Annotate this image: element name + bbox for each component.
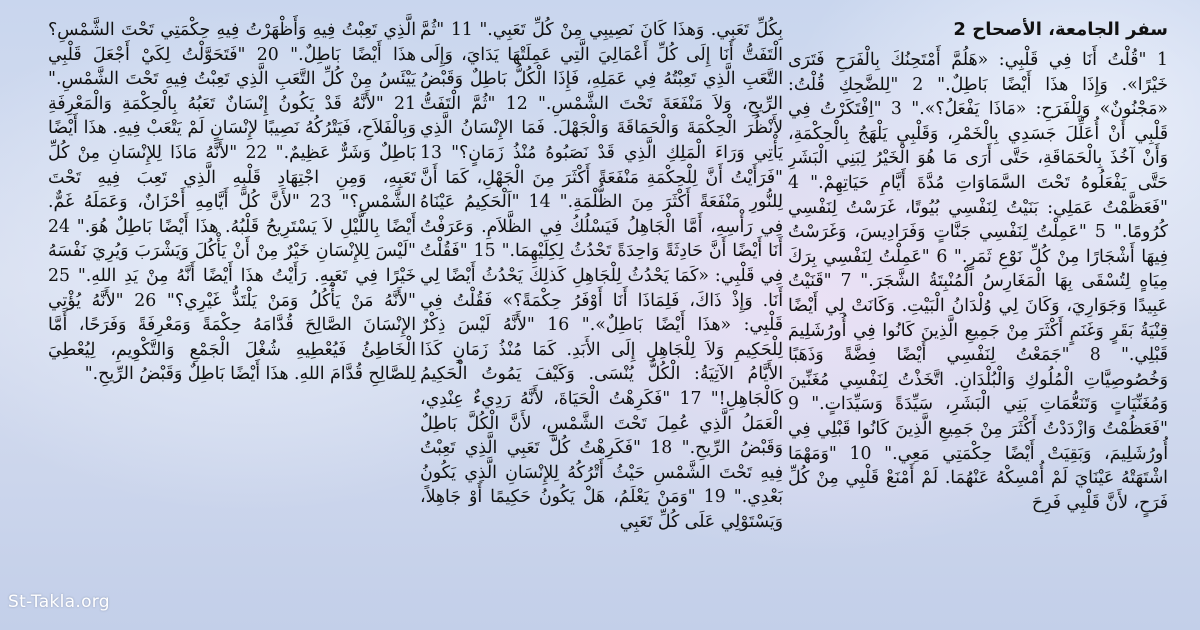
watermark-logo: St-Takla.org (8, 592, 110, 612)
chapter-title: سفر الجامعة، الأصحاح 2 (953, 19, 1168, 40)
text-column-middle (420, 6, 783, 624)
verses-1-10: 1 "قُلْتُ أَنَا فِي قَلْبِي: «هَلُمَّ أَمْتَحِنُكَ بِالْفَرَحِ فَتَرَى خَيْرًا». وَإِذَا هذَا أَيْضًا بَاطِلٌ." 2 "لِلضَّحِكِ قُلْتُ: «مَجْنُونٌ» وَلِلْفَرَحِ: «مَاذَا يَفْعَلُ؟»." 3 "اِفْتَكَرْتُ فِي قَلْبِي أَنْ أُعَلِّلَ جَسَدِي بِالْخَمْرِ، وَقَلْبِي يَلْهَجُ بِالْحِكْمَةِ، وَأَنْ آخُذَ بِالْحَمَاقَةِ، حَتَّى أَرَى مَا هُوَ الْخَيْرُ لِبَنِي الْبَشَرِ حَتَّى يَفْعَلُوهُ تَحْتَ السَّمَاوَاتِ مُدَّةَ أَيَّامِ حَيَاتِهِمْ." 4 "فَعَظَّمْتُ عَمَلِي: بَنَيْتُ لِنَفْسِي بُيُوتًا، غَرَسْتُ لِنَفْسِي كُرُومًا." 5 "عَمِلْتُ لِنَفْسِي جَنَّاتٍ وَفَرَادِيسَ، وَغَرَسْتُ فِيهَا أَشْجَارًا مِنْ كُلِّ نَوْعِ ثَمَرٍ." 6 "عَمِلْتُ لِنَفْسِي بِرَكَ مِيَاهٍ لِتُسْقَى بِهَا الْمَغَارِسُ الْمُنْبِتَةُ الشَّجَرَ." 7 "قَنَيْتُ عَبِيدًا وَجَوَارِيَ، وَكَانَ لِي وُلْدَانُ الْبَيْتِ. وَكَانَتْ لِي أَيْضًا قِنْيَةُ بَقَرٍ وَغَنَمٍ أَكْثَرَ مِنْ جَمِيعِ الَّذِينَ كَانُوا فِي أُورُشَلِيمَ قَبْلِي." 8 "جَمَعْتُ لِنَفْسِي أَيْضًا فِضَّةً وَذَهَبًا وَخُصُوصِيَّاتِ الْمُلُوكِ وَالْبُلْدَانِ. اتَّخَذْتُ لِنَفْسِي مُغَنِّينَ وَمُغَنِّيَاتٍ وَتَنَعُّمَاتِ بَنِي الْبَشَرِ، سَيِّدَةً وَسَيِّدَاتٍ." 9 "فَعَظُمْتُ وَازْدَدْتُ أَكْثَرَ مِنْ جَمِيعِ الَّذِينَ كَانُوا قَبْلِي فِي أُورُشَلِيمَ، وَبَقِيَتْ أَيْضًا حِكْمَتِي مَعِي." 10 "وَمَهْمَا اشْتَهَتْهُ عَيْنَايَ لَمْ أُمْسِكْهُ عَنْهُمَا. لَمْ أَمْنَعْ قَلْبِي مِنْ كُلِّ فَرَحٍ، لأَنَّ قَلْبِي فَرِحَ (788, 50, 1168, 513)
verses-10-19: بِكُلِّ تَعَبِي. وَهذَا كَانَ نَصِيبِي مِنْ كُلِّ تَعَبِي." 11 "ثُمَّ الْتَفَتُّ أَنَا إِلَى كُلِّ أَعْمَالِيَ الَّتِي عَمِلَتْهَا يَدَايَ، وَإِلَى التَّعَبِ الَّذِي تَعِبْتُهُ فِي عَمَلِهِ، فَإِذَا الْكُلُّ بَاطِلٌ وَقَبْضُ الرِّيحِ، وَلاَ مَنْفَعَةَ تَحْتَ الشَّمْسِ." 12 "ثُمَّ الْتَفَتُّ لأَنْظُرَ الْحِكْمَةَ وَالْحَمَاقَةَ وَالْجَهْلَ. فَمَا الإِنْسَانُ الَّذِي يَأْتِي وَرَاءَ الْمَلِكِ الَّذِي قَدْ نَصَبُوهُ مُنْذُ زَمَانٍ؟" 13 "فَرَأَيْتُ أَنَّ لِلْحِكْمَةِ مَنْفَعَةً أَكْثَرَ مِنَ الْجَهْلِ، كَمَا أَنَّ لِلنُّورِ مَنْفَعَةً أَكْثَرَ مِنَ الظُّلْمَةِ." 14 "اَلْحَكِيمُ عَيْنَاهُ فِي رَأْسِهِ، أَمَّا الْجَاهِلُ فَيَسْلُكُ فِي الظَّلاَمِ. وَعَرَفْتُ أَنَا أَيْضًا أَنَّ حَادِثَةً وَاحِدَةً تَحْدُثُ لِكِلَيْهِمَا." 15 "فَقُلْتُ فِي قَلْبِي: «كَمَا يَحْدُثُ لِلْجَاهِلِ كَذلِكَ يَحْدُثُ أَيْضًا لِي أَنَا. وَإِذْ ذَاكَ، فَلِمَاذَا أَنَا أَوْفَرُ حِكْمَةً؟» فَقُلْتُ فِي قَلْبِي: «هذَا أَيْضًا بَاطِلٌ»." 16 "لأَنَّهُ لَيْسَ ذِكْرٌ لِلْحَكِيمِ وَلاَ لِلْجَاهِلِ إِلَى الأَبَدِ. كَمَا مُنْذُ زَمَانٍ كَذَا الأَيَّامُ الآتِيَةُ: الْكُلُّ يُنْسَى. وَكَيْفَ يَمُوتُ الْحَكِيمُ كَالْجَاهِلِ!" 17 "فَكَرِهْتُ الْحَيَاةَ، لأَنَّهُ رَدِيءٌ عِنْدِي، الْعَمَلُ الَّذِي عُمِلَ تَحْتَ الشَّمْسِ، لأَنَّ الْكُلَّ بَاطِلٌ وَقَبْضُ الرِّيحِ." 18 "فَكَرِهْتُ كُلَّ تَعَبِي الَّذِي تَعِبْتُ فِيهِ تَحْتَ الشَّمْسِ حَيْثُ أَتْرُكُهُ لِلإِنْسَانِ الَّذِي يَكُونُ بَعْدِي." 19 "وَمَنْ يَعْلَمُ، هَلْ يَكُونُ حَكِيمًا أَوْ جَاهِلاً، وَيَسْتَوْلِي عَلَى كُلِّ تَعَبِي (420, 20, 783, 532)
text-column-left (48, 6, 416, 624)
verses-19-26: الَّذِي تَعِبْتُ فِيهِ وَأَظْهَرْتُ فِيهِ حِكْمَتِي تَحْتَ الشَّمْسِ؟ هذَا أَيْضًا بَاطِلٌ." 20 "فَتَحَوَّلْتُ لِكَيْ أَجْعَلَ قَلْبِي يَيْئَسُ مِنْ كُلِّ التَّعَبِ الَّذِي تَعِبْتُ فِيهِ تَحْتَ الشَّمْسِ." 21 "لأَنَّهُ قَدْ يَكُونُ إِنْسَانٌ تَعَبُهُ بِالْحِكْمَةِ وَالْمَعْرِفَةِ وَبِالْفَلاَحِ، فَيَتْرُكُهُ نَصِيبًا لإِنْسَانٍ لَمْ يَتْعَبْ فِيهِ. هذَا أَيْضًا بَاطِلٌ وَشَرٌّ عَظِيمٌ." 22 "لأَنَّهُ مَاذَا لِلإِنْسَانِ مِنْ كُلِّ تَعَبِهِ، وَمِنِ اجْتِهَادِ قَلْبِهِ الَّذِي تَعِبَ فِيهِ تَحْتَ الشَّمْسِ؟" 23 "لأَنَّ كُلَّ أَيَّامِهِ أَحْزَانٌ، وَعَمَلَهُ غَمٌّ. أَيْضًا بِاللَّيْلِ لاَ يَسْتَرِيحُ قَلْبُهُ. هذَا أَيْضًا بَاطِلٌ هُوَ." 24 "لَيْسَ لِلإِنْسَانِ خَيْرٌ مِنْ أَنْ يَأْكُلَ وَيَشْرَبَ وَيُرِيَ نَفْسَهُ خَيْرًا فِي تَعَبِهِ. رَأَيْتُ هذَا أَيْضًا أَنَّهُ مِنْ يَدِ اللهِ." 25 "لأَنَّهُ مَنْ يَأْكُلُ وَمَنْ يَلْتَذُّ غَيْرِي؟" 26 "لأَنَّهُ يُؤْتِي الإِنْسَانَ الصَّالِحَ قُدَّامَهُ حِكْمَةً وَمَعْرِفَةً وَفَرَحًا، أَمَّا الْخَاطِئُ فَيُعْطِيهِ شُغْلَ الْجَمْعِ وَالتَّكْوِيمِ، لِيُعْطِيَ لِلصَّالِحِ قُدَّامَ اللهِ. هذَا أَيْضًا بَاطِلٌ وَقَبْضُ الرِّيحِ." (48, 20, 416, 385)
text-column-right (788, 6, 1168, 624)
